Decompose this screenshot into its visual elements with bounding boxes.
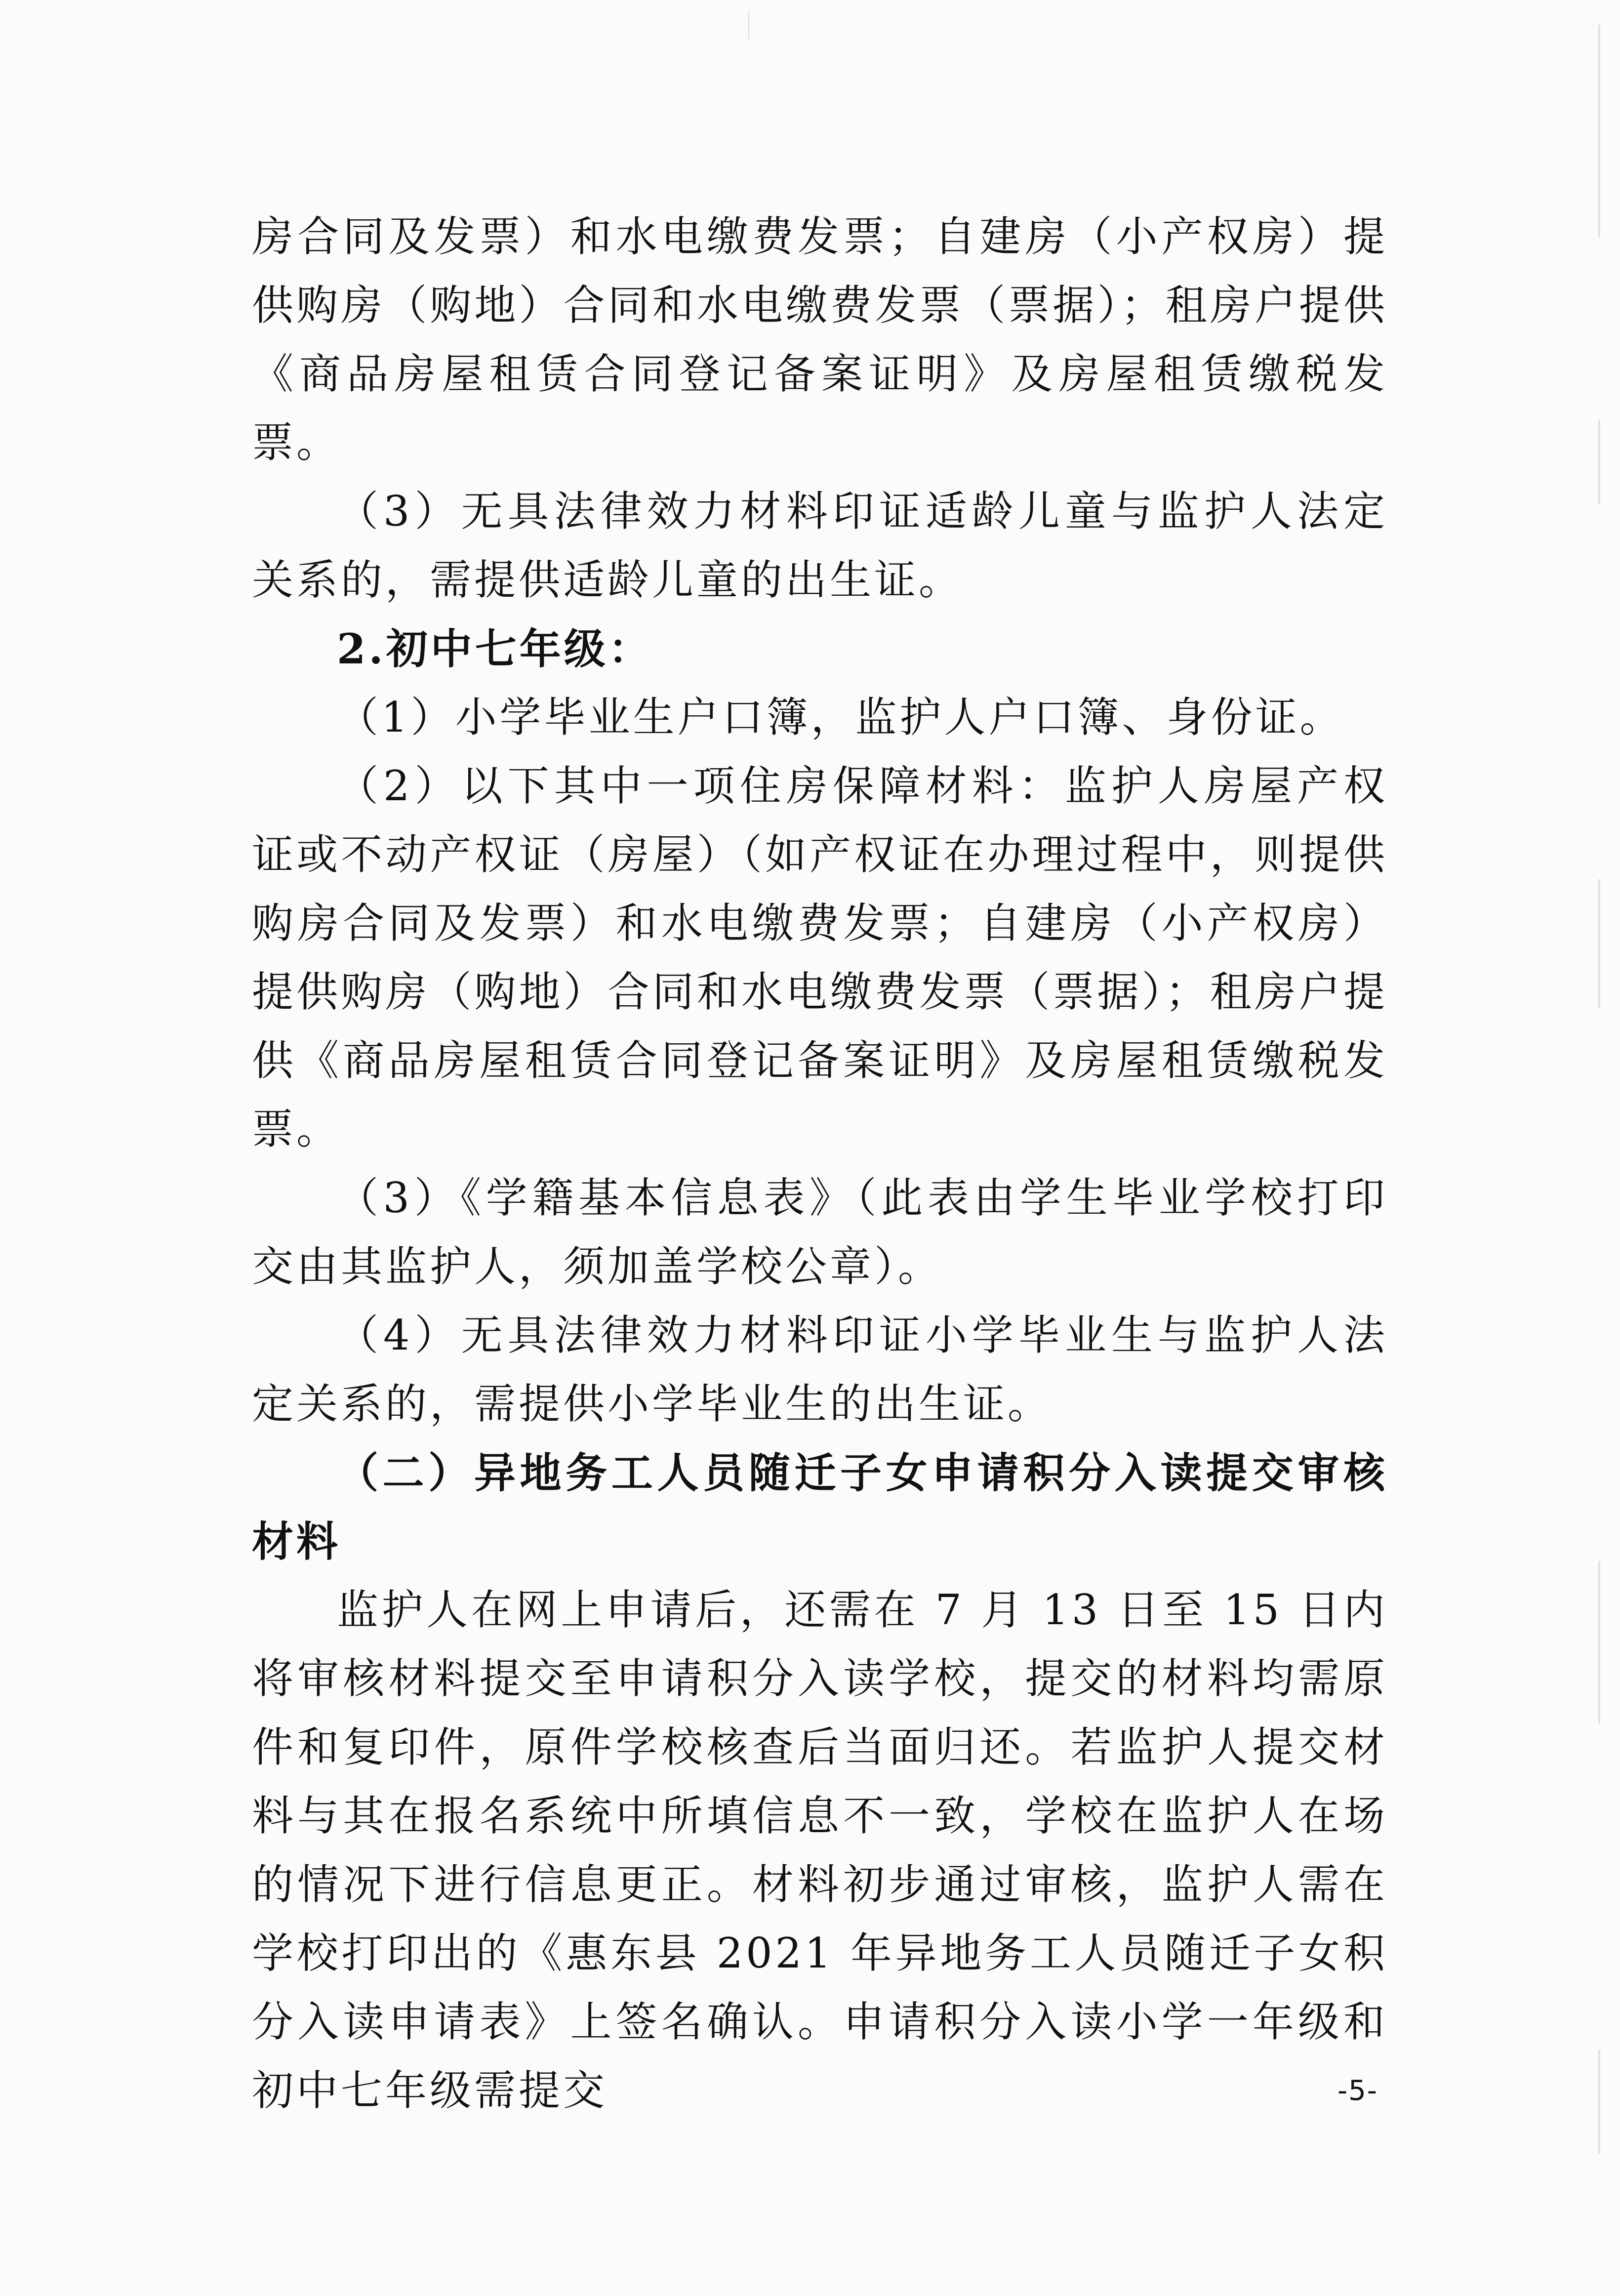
section-heading-migrant-children: （二）异地务工人员随迁子女申请积分入读提交审核材料 — [252, 1448, 1388, 1566]
paragraph-housing-materials: （2）以下其中一项住房保障材料：监护人房屋产权证或不动产权证（房屋）（如产权证在办理过程中，则提供购房合同及发票）和水电缴费发票；自建房（小产权房）提供购房（购地）合同和水电缴费发票（票据）；租房户提供《商品房屋租赁合同登记备案证明》及房屋租赁缴税发票。 — [252, 762, 1388, 1153]
paragraph-household-register: （1）小学毕业生户口簿，监护人户口簿、身份证。 — [337, 693, 1344, 741]
scan-artifact-right — [1598, 25, 1600, 237]
scan-artifact-right — [1598, 879, 1600, 1008]
page-number: -5- — [1337, 2075, 1378, 2107]
paragraph-continued-housing-materials: 房合同及发票）和水电缴费发票；自建房（小产权房）提供购房（购地）合同和水电缴费发票（票据）；租房户提供《商品房屋租赁合同登记备案证明》及房屋租赁缴税发票。 — [252, 212, 1388, 467]
scan-artifact-right — [1598, 420, 1600, 504]
paragraph-primary-birth-certificate: （3）无具法律效力材料印证适龄儿童与监护人法定关系的，需提供适龄儿童的出生证。 — [252, 487, 1388, 604]
section-heading-junior-grade7: 2.初中七年级： — [337, 624, 653, 673]
paragraph-graduate-birth-certificate: （4）无具法律效力材料印证小学毕业生与监护人法定关系的，需提供小学毕业生的出生证。 — [252, 1311, 1388, 1428]
scan-artifact-right — [1598, 2050, 1600, 2154]
scan-artifact-top — [748, 10, 749, 40]
document-body — [252, 203, 1388, 2125]
paragraph-student-status-form: （3）《学籍基本信息表》（此表由学生毕业学校打印交由其监护人，须加盖学校公章）。 — [252, 1174, 1388, 1291]
paragraph-submission-instructions: 监护人在网上申请后，还需在 7 月 13 日至 15 日内将审核材料提交至申请积分入读学校，提交的材料均需原件和复印件，原件学校核查后当面归还。若监护人提交材料与其在报名系统中所填信息不一致，学校在监护人在场的情况下进行信息更正。材料初步通过审核，监护人需在学校打印出的《惠东县 2021 年异地务工人员随迁子女积分入读申请表》上签名确认。申请积分入读小学一年级和初中七年级需提交 — [252, 1586, 1388, 2115]
scan-artifact-right — [1598, 1561, 1600, 1724]
